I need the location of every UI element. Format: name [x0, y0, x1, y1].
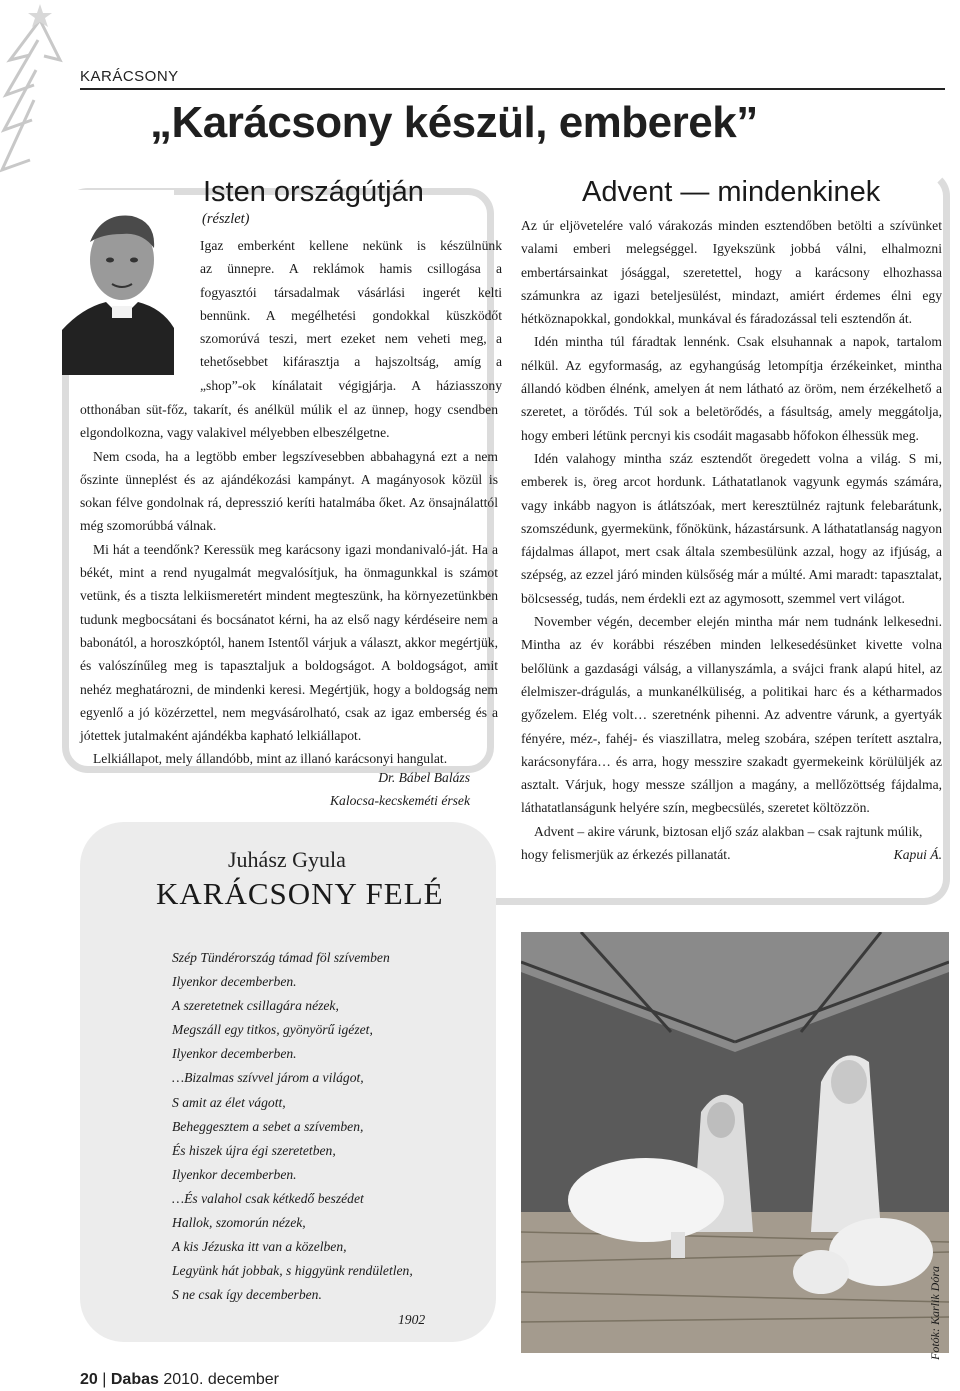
poem-line: Ilyenkor decemberben.	[172, 1166, 297, 1182]
poem-line: Megszáll egy titkos, gyönyörű igézet,	[172, 1022, 373, 1038]
nativity-photo	[521, 932, 949, 1353]
left-signature-role: Kalocsa-kecskeméti érsek	[329, 793, 470, 808]
poem-line: És hiszek újra égi szeretetben,	[172, 1142, 336, 1158]
paragraph: Idén valahogy mintha száz esztendőt öregedett volna a világ. S mi, emberek is, öreg arcot hordunk. Láthatatlanok vagyunk egymás számára, vagy inkább nagyon is átlátszóak, mert keresztülnéz rajtunk felebarátunk, szomszédunk, gyermekünk, főnökünk, házastársunk. A láthatatlanság nagyon fájdalmas állapot, mert csak általa szembesülünk azzal, hogy az ifjúság, a szépség, az ezzel járó minden külsőség már a múlté. Ami maradt: tapasztalat, bölcsesség, tudás, nem érdekli ezt az agymosott, szemmel vert világot.	[521, 450, 942, 606]
poem-author: Juhász Gyula	[228, 847, 346, 872]
photo-credit: Fotók: Karlik Dóra	[928, 1266, 942, 1360]
right-signature: Kapui Á.	[893, 847, 942, 863]
page-title: „Karácsony készül, emberek”	[150, 98, 758, 147]
header-rule	[80, 88, 945, 90]
poem-line: A kis Jézuska itt van a közelben,	[172, 1239, 347, 1255]
left-article-body	[80, 398, 498, 771]
page-footer	[80, 1371, 279, 1389]
poem-line: Szép Tündérország támad föl szívemben	[172, 950, 390, 965]
right-article-title: Advent — mindenkinek	[582, 176, 881, 208]
poem-line: …És valahol csak kétkedő beszédet	[172, 1190, 364, 1206]
left-article-subtitle: (részlet)	[202, 211, 250, 227]
text-line: Igaz emberként kellene nekünk is készülnünk	[200, 238, 502, 253]
paragraph: Nem csoda, ha a legtöbb ember legszívesebben abbahagyná ezt a nem őszinte ünneplést és az ajándékozási kampányt. A magányosok közül is sokan félve gondolnak rá, depresszió keríti hatalmába őket. Az önsajnálattól még szomorúbbá válnak.	[80, 448, 498, 534]
left-article-wrapped-text	[200, 234, 502, 397]
right-article-body	[521, 214, 942, 866]
paragraph: Az úr eljövetelére való várakozás minden esztendőben betölti a szívünket valami emberi melegséggel. Igyekszünk jobbá válni, elhalmozni embertársainkat jósággal, szeretettel, hogy a karácsony elhozhassa számunkra az igazi beteljesülést, mindazt, amiért érdemes élni egy hétköznapokkal, gondokkal, munkával és fáradozással teli esztendőn át.	[521, 218, 942, 327]
text-line: szomorúvá teszi, mert ezeket nem veheti meg, a	[200, 331, 502, 347]
poem-line: A szeretetnek csillagára nézek,	[172, 998, 339, 1014]
issue-date: 2010. december	[163, 1371, 279, 1388]
poem-line: Ilyenkor decemberben.	[172, 1046, 297, 1062]
paragraph: otthonában süt-főz, takarít, és anélkül múlik el az ünnep, hogy csendben elgondolkozna, vagy valakivel mélyebben elbeszélgetne.	[80, 402, 498, 441]
poem-line: S ne csak így decemberben.	[172, 1287, 322, 1303]
text-line: bennünk. A megélhetési gondokkal küszködőt	[200, 307, 502, 323]
text-line: „shop”-ok kínálatait végigjárja. A háziasszony	[200, 377, 502, 393]
left-article-title: Isten országútján	[203, 176, 424, 208]
section-label: KARÁCSONY	[80, 68, 179, 85]
christmas-tree-ornament	[0, 0, 80, 180]
poem-line: …Bizalmas szívvel járom a világot,	[172, 1070, 364, 1086]
closing-text: Advent – akire várunk, biztosan eljő száz alakban – csak rajtunk múlik, hogy felismerjük az érkezés pillanatát.	[521, 823, 923, 863]
text-line: tehetősebbet kifárasztja a hajszoltság, amíg a	[200, 354, 502, 370]
paragraph: Idén mintha túl fáradtak lennénk. Csak elsuhannak a napok, tartalom nélkül. Az egyformaság, az egyhangúság letompítja érzékeinket, mintha állandó ködben élnénk, amelyen át nem látható az öröm, nem érzékelhető a szeretet, a törődés. Túl sok a beletörődés, a fásultság, amely meggátolja, hogy emberi létünk percnyi kis csodáit magasabb hőfokon élhessük meg.	[521, 334, 942, 443]
poem-title: KARÁCSONY FELÉ	[156, 876, 444, 911]
text-line: az ünnepre. A reklámok hamis csillogása a	[200, 261, 502, 277]
page-number: 20	[80, 1371, 98, 1388]
closing-paragraph	[521, 820, 942, 867]
magazine-name: Dabas	[110, 1371, 159, 1388]
footer-separator: |	[102, 1371, 107, 1388]
poem-line: Legyünk hát jobbak, s higgyünk rendületlen,	[172, 1263, 413, 1279]
left-signature-name: Dr. Bábel Balázs	[378, 770, 470, 785]
poem-line: Hallok, szomorún nézek,	[172, 1215, 306, 1231]
portrait-photo	[62, 190, 174, 375]
poem-year: 1902	[398, 1312, 426, 1327]
text-line: fogyasztói társadalmak vásárlási ingerét kelti	[200, 284, 502, 300]
poem-line: S amit az élet vágott,	[172, 1094, 286, 1110]
paragraph: November végén, december elején mintha már nem tudnánk lelkesedni. Mintha az év korábbi részében minden lelkesedésünket kivette volna belőlünk a gazdasági válság, a villanyszámla, a svájci frank alapú hitel, az élelmiszer-drágulás, a munkanélküliség, a politikai harc és a kétharmados győzelem. Elég volt… szeretnénk pihenni. Az adventre várunk, a gyertyák fényére, méz-, fahéj- és viaszillatra, meleg szobára, szépen terített asztalra, karácsonyfára… és arra, hogy messzire szakadt gyermekeink körülüljék az asztalt. Várjuk, hogy messze szálljon a magány, a mellőzöttség fájdalma, láthatatlanságunk helyére szín, megbecsülés, szeretet költözzön.	[521, 614, 942, 816]
poem-line: Ilyenkor decemberben.	[172, 974, 297, 990]
poem-line: Beheggesztem a sebet a szívemben,	[172, 1118, 364, 1134]
poem-lines	[172, 946, 413, 1307]
paragraph: Mi hát a teendőnk? Keressük meg karácsony igazi mondanivaló-ját. Ha a békét, mint a rend nyugalmát megvalósítjuk, ha önmagunkkal is számot vetünk, és a tiszta lelkiismeretért mindent megteszünk, ha környezetünkben tudunk megbocsátani és bocsánatot kérni, ha az első nagy kérdéseire nem a babonától, a horoszkóptól, hanem Istentől várjuk a választ, akkor megértjük, és valószínűleg meg is tapasztaljuk a boldogságot. A boldogságot, amit nehéz meghatározni, de mindenki keresi. Megértjük, hogy a boldogság nem egyenlő a jó közérzettel, nem megvásárolható, csak az igaz emberség és a jótettek jutalmaként ajándékba kapható lelkiállapot.	[80, 541, 498, 744]
paragraph: Lelkiállapot, mely állandóbb, mint az illanó karácsonyi hangulat.	[93, 751, 448, 767]
